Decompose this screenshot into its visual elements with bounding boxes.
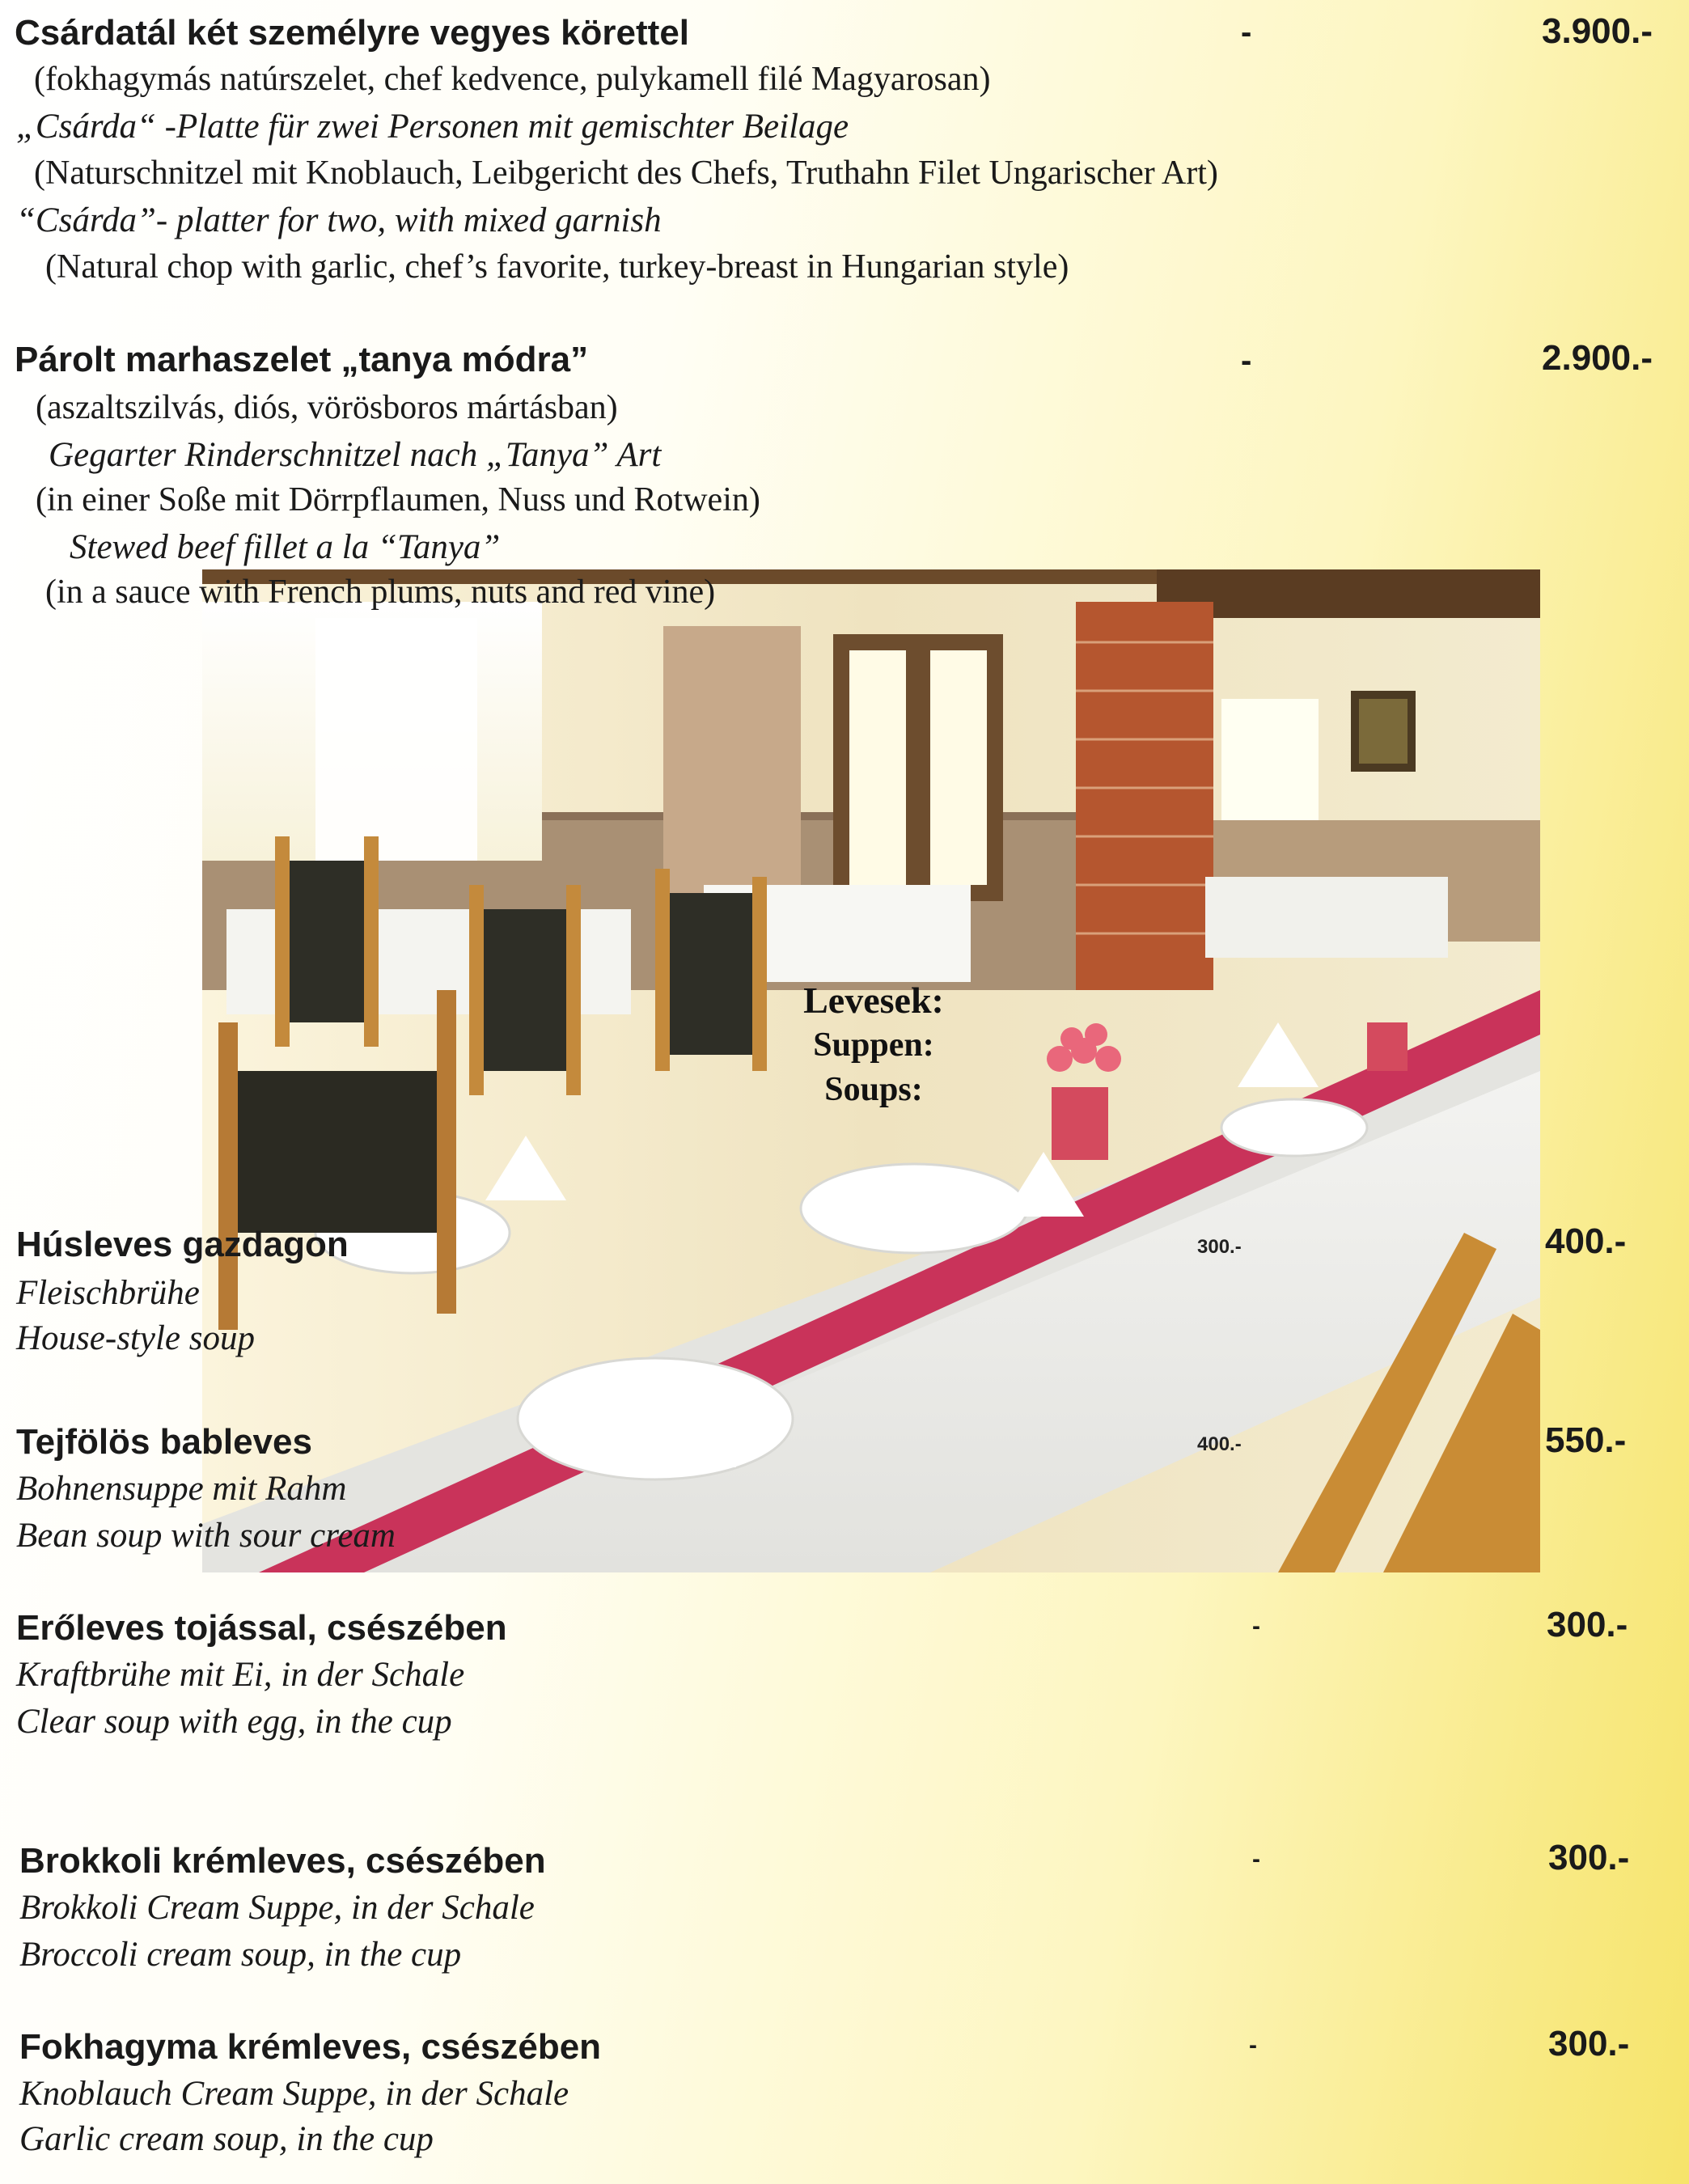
soup-title: Fokhagyma krémleves, csészében — [19, 2027, 602, 2067]
soup-name-de: Brokkoli Cream Suppe, in der Schale — [19, 1889, 535, 1927]
menu-item-name-de: Gegarter Rinderschnitzel nach „Tanya” Art — [49, 436, 662, 474]
menu-item-title: Csárdatál két személyre vegyes körettel — [15, 13, 690, 53]
soup-price: 550.- — [1545, 1420, 1627, 1460]
soup-cup-price: 400.- — [1197, 1433, 1242, 1455]
soup-price: 300.- — [1548, 1838, 1630, 1877]
soup-title: Brokkoli krémleves, csészében — [19, 1841, 546, 1881]
menu-item-description-hu: (aszaltszilvás, diós, vörösboros mártásban) — [36, 389, 618, 426]
menu-item-price: 3.900.- — [1542, 11, 1653, 51]
soups-heading — [728, 979, 1019, 1111]
price-dash: - — [1252, 1846, 1260, 1873]
menu-item-description-en: (in a sauce with French plums, nuts and red vine) — [45, 574, 716, 611]
soup-price: 300.- — [1547, 1605, 1628, 1644]
soup-name-en: Bean soup with sour cream — [16, 1517, 396, 1555]
menu-item-name-en: Stewed beef fillet a la “Tanya” — [70, 528, 501, 566]
price-dash: - — [1249, 2032, 1257, 2059]
soup-price: 400.- — [1545, 1221, 1627, 1261]
price-dash: - — [1241, 15, 1252, 50]
menu-item-description-en: (Natural chop with garlic, chef’s favorite, turkey-breast in Hungarian style) — [45, 248, 1069, 286]
menu-item-title: Párolt marhaszelet „tanya módra” — [15, 340, 589, 379]
menu-item-price: 2.900.- — [1542, 338, 1653, 378]
menu-item-name-de: „Csárda“ -Platte für zwei Personen mit gemischter Beilage — [16, 108, 849, 146]
menu-item-description-hu: (fokhagymás natúrszelet, chef kedvence, pulykamell filé Magyarosan) — [34, 61, 991, 98]
menu-item-description-de: (Naturschnitzel mit Knoblauch, Leibgericht des Chefs, Truthahn Filet Ungarischer Art) — [34, 154, 1218, 192]
soup-name-de: Bohnensuppe mit Rahm — [16, 1470, 347, 1508]
soup-name-en: House-style soup — [16, 1319, 255, 1357]
soups-heading-hu: Levesek: — [803, 980, 944, 1021]
soup-name-de: Knoblauch Cream Suppe, in der Schale — [19, 2075, 569, 2113]
soup-name-en: Clear soup with egg, in the cup — [16, 1703, 452, 1741]
price-dash: - — [1241, 343, 1252, 379]
soup-title: Húsleves gazdagon — [16, 1225, 349, 1264]
soup-name-de: Fleischbrühe — [16, 1274, 200, 1312]
soup-cup-price: 300.- — [1197, 1236, 1242, 1258]
soups-heading-en: Soups: — [824, 1071, 923, 1108]
soup-name-de: Kraftbrühe mit Ei, in der Schale — [16, 1656, 465, 1694]
menu-item-description-de: (in einer Soße mit Dörrpflaumen, Nuss und Rotwein) — [36, 481, 760, 518]
soups-heading-de: Suppen: — [813, 1026, 934, 1064]
soup-name-en: Broccoli cream soup, in the cup — [19, 1936, 462, 1974]
price-dash: - — [1252, 1613, 1260, 1640]
soup-title: Erőleves tojással, csészében — [16, 1608, 507, 1648]
soup-name-en: Garlic cream soup, in the cup — [19, 2120, 434, 2158]
soup-title: Tejfölös bableves — [16, 1422, 312, 1462]
soup-price: 300.- — [1548, 2024, 1630, 2063]
menu-item-name-en: “Csárda”- platter for two, with mixed garnish — [16, 201, 662, 239]
